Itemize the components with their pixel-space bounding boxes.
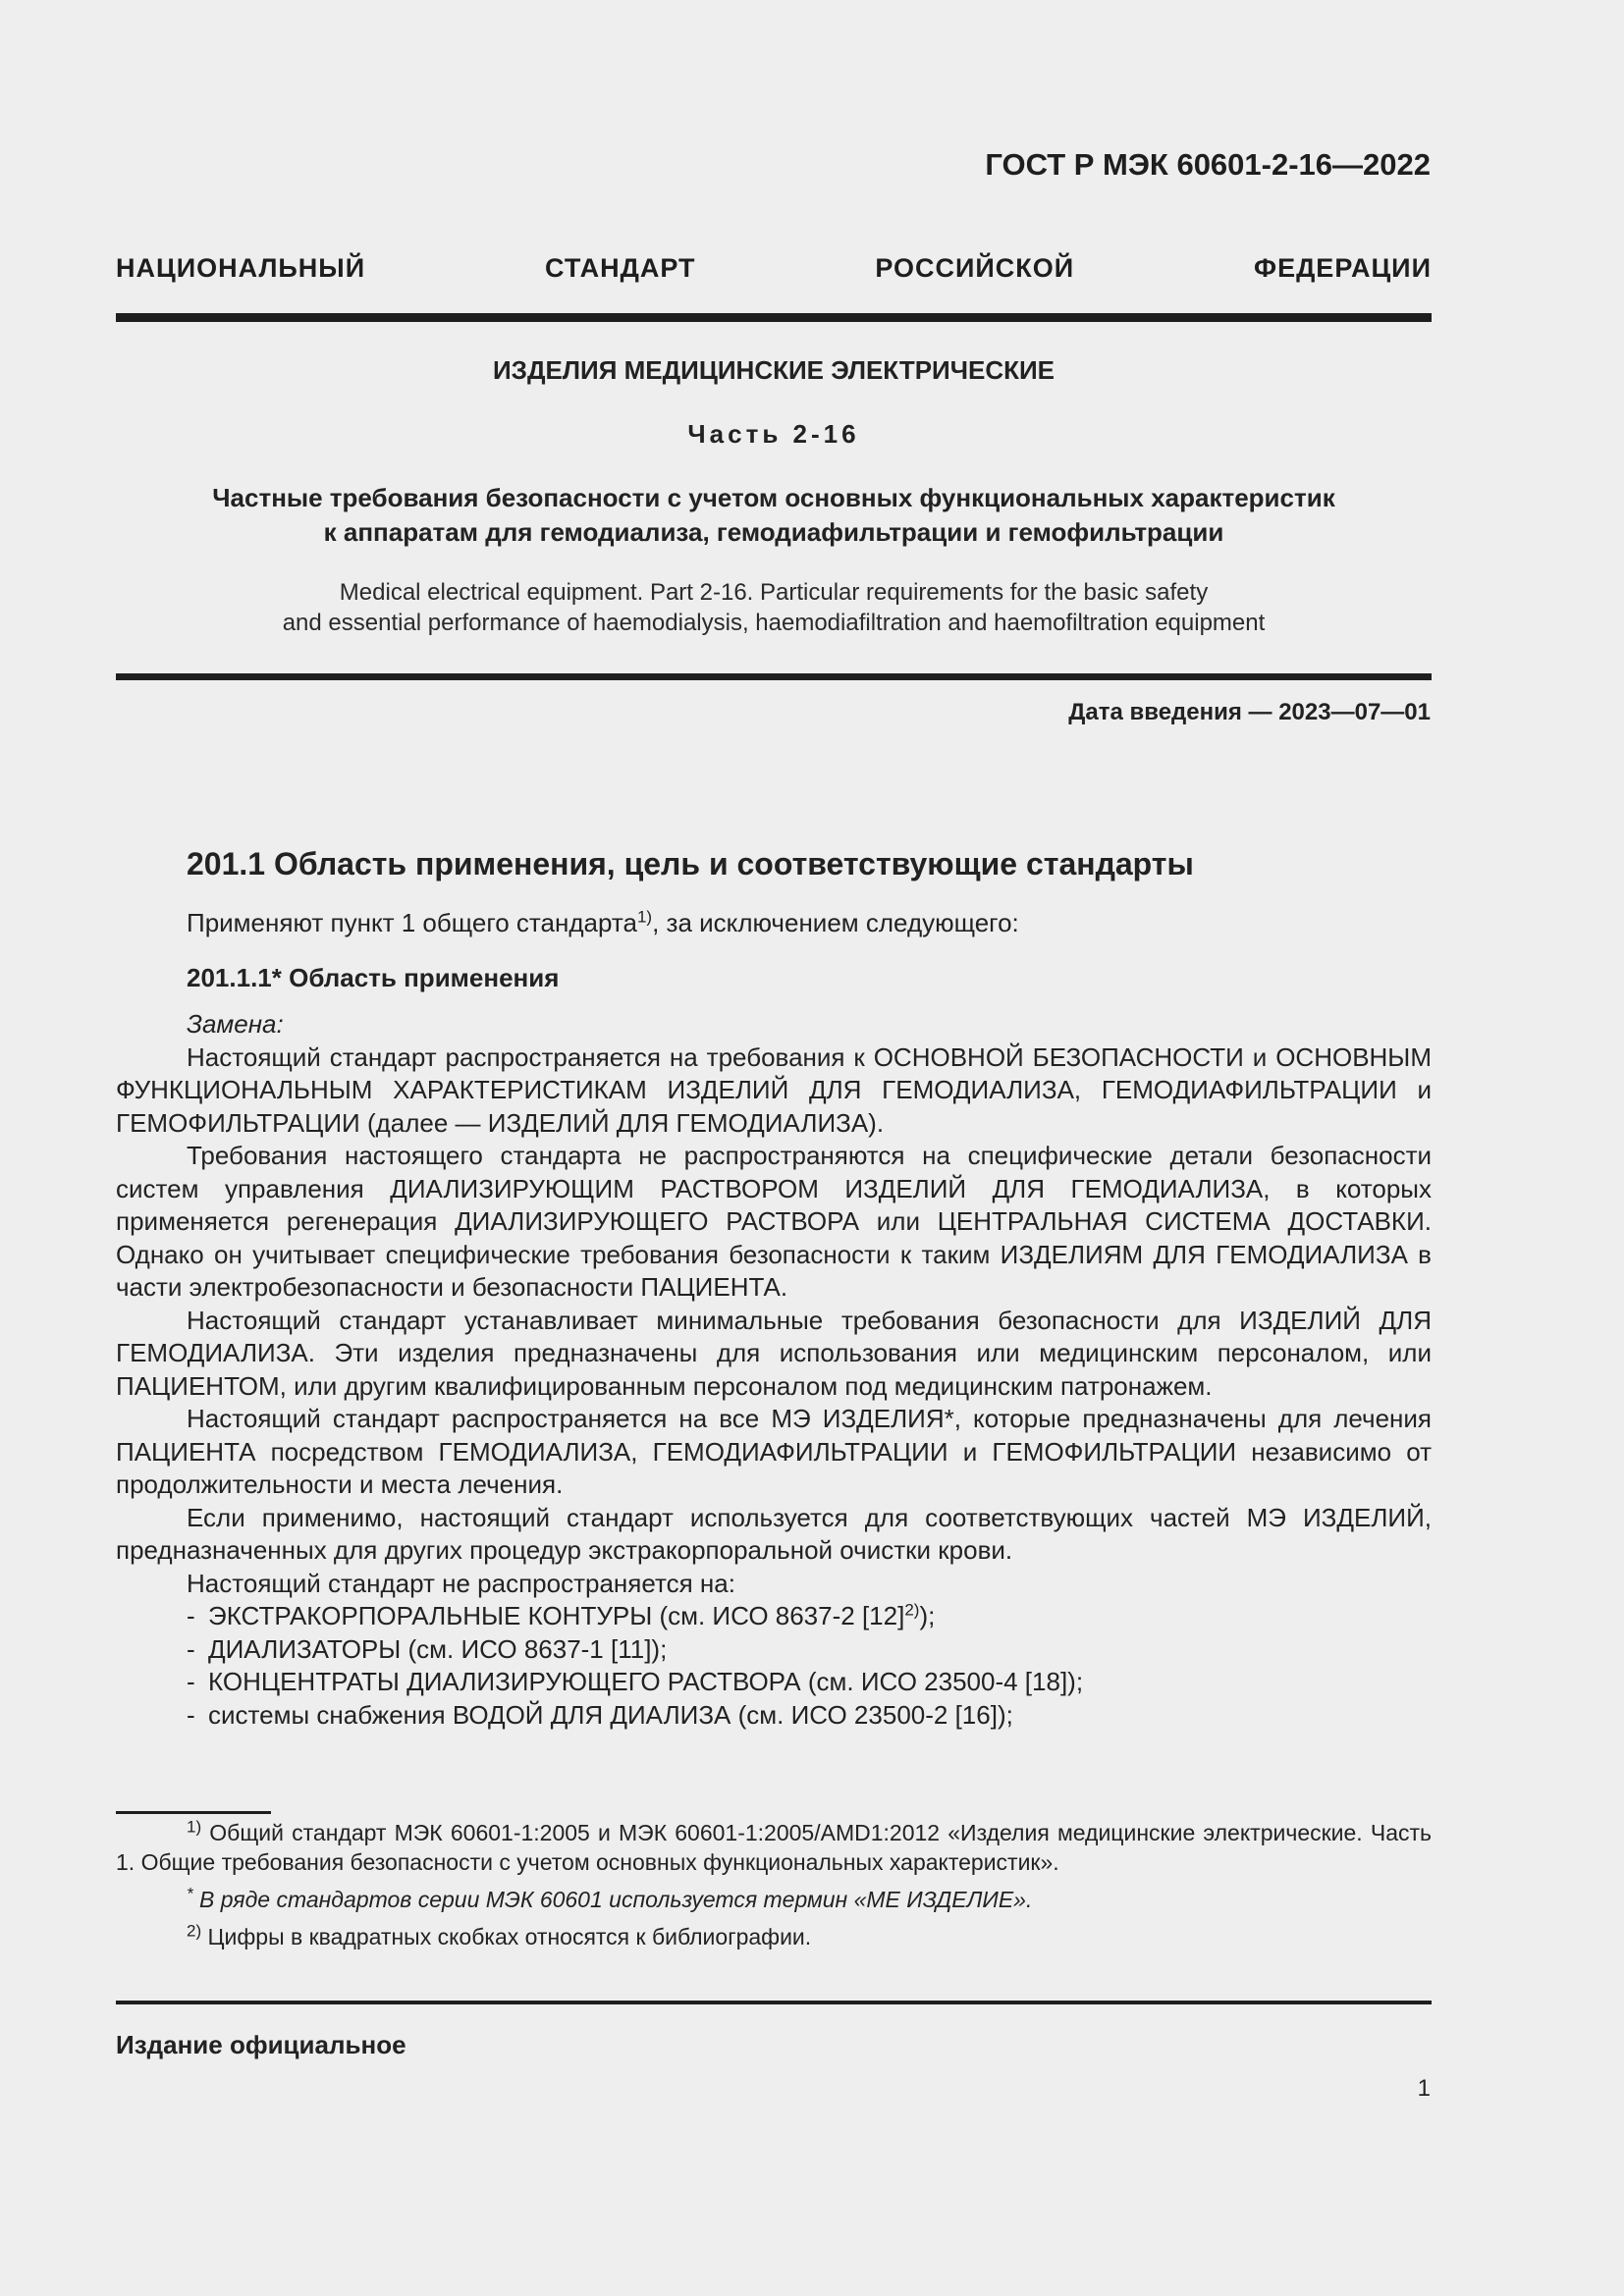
list-item [116,1633,1432,1667]
top-rule [116,313,1432,322]
middle-rule [116,673,1432,680]
footnote-ref-1: 1) [636,907,653,927]
footnote-mark: 1) [187,1817,202,1837]
document-code: ГОСТ Р МЭК 60601-2-16—2022 [985,147,1431,182]
title-english [116,577,1432,638]
footnote-ref-2: 2) [904,1600,920,1620]
subtitle-line-1: Частные требования безопасности с учетом основных функциональных характеристик [212,483,1335,512]
section-heading: 201.1 Область применения, цель и соответствующие стандарты [187,846,1194,881]
lead-text-after: , за исключением следующего: [652,908,1019,937]
footnote-text: Цифры в квадратных скобках относятся к библиографии. [207,1924,812,1949]
list-item-text: ЭКСТРАКОРПОРАЛЬНЫЕ КОНТУРЫ (см. ИСО 8637-2 [12] [208,1601,905,1630]
bottom-rule [116,2001,1432,2004]
paragraph: Требования настоящего стандарта не распространяются на специфические детали безопасности систем управления ДИАЛИЗИРУЮЩИМ РАСТВОРОМ ИЗДЕЛИЙ ДЛЯ ГЕМОДИАЛИЗА, в которых применяется регенерация ДИАЛИЗИРУЮЩЕГО РАСТВОРА или ЦЕНТРАЛЬНАЯ СИСТЕМА ДОСТАВКИ. Однако он учитывает специфические требования безопасности к таким ИЗДЕЛИЯМ ДЛЯ ГЕМОДИАЛИЗА в части электробезопасности и безопасности ПАЦИЕНТА. [116,1141,1432,1302]
section-lead [187,907,1432,940]
list-item-text: системы снабжения ВОДОЙ ДЛЯ ДИАЛИЗА (см. ИСО 23500-2 [16]); [208,1699,1013,1730]
page-number: 1 [1417,2075,1431,2102]
list-dash: - [187,1699,195,1730]
list-dash: - [187,1667,195,1696]
footnotes [116,1818,1432,1959]
paragraph: Настоящий стандарт устанавливает минимальные требования безопасности для ИЗДЕЛИЙ ДЛЯ ГЕМОДИАЛИЗА. Эти изделия предназначены для использования или медицинским персоналом, или ПАЦИЕНТОМ, или другим квалифицированным персоналом под медицинским патронажем. [116,1305,1432,1401]
title-subtitle [116,481,1432,550]
footnote-text: Общий стандарт МЭК 60601-1:2005 и МЭК 60601-1:2005/AMD1:2012 «Изделия медицинские электрические. Часть 1. Общие требования безопасности с учетом основных функциональных характеристик». [116,1820,1433,1875]
paragraph: Настоящий стандарт распространяется на все МЭ ИЗДЕЛИЯ*, которые предназначены для лечения ПАЦИЕНТА посредством ГЕМОДИАЛИЗА, ГЕМОДИАФИЛЬТРАЦИИ и ГЕМОФИЛЬТРАЦИИ независимо от продолжительности и места лечения. [116,1404,1432,1499]
title-main: ИЗДЕЛИЯ МЕДИЦИНСКИЕ ЭЛЕКТРИЧЕСКИЕ [492,355,1056,385]
paragraph: Настоящий стандарт не распространяется на: [187,1568,735,1598]
english-title-line-1: Medical electrical equipment. Part 2-16. Particular requirements for the basic safety [339,579,1209,606]
replacement-label: Замена: [187,1009,284,1039]
footnote-mark: 2) [187,1921,202,1941]
lead-text: Применяют пункт 1 общего стандарта [187,908,637,937]
introduction-date: Дата введения — 2023—07—01 [1068,699,1431,725]
footnote-mark: * [187,1884,193,1903]
footnote-separator [116,1811,271,1814]
list-dash: - [187,1601,195,1630]
paragraph: Настоящий стандарт распространяется на требования к ОСНОВНОЙ БЕЗОПАСНОСТИ и ОСНОВНЫМ ФУНКЦИОНАЛЬНЫМ ХАРАКТЕРИСТИКАМ ИЗДЕЛИЙ ДЛЯ ГЕМОДИАЛИЗА, ГЕМОДИАФИЛЬТРАЦИИ и ГЕМОФИЛЬТРАЦИИ (далее — ИЗДЕЛИЙ ДЛЯ ГЕМОДИАЛИЗА). [116,1041,1432,1138]
edition-label: Издание официальное [116,2030,406,2059]
list-item [116,1600,1432,1633]
paragraph: Если применимо, настоящий стандарт используется для соответствующих частей МЭ ИЗДЕЛИЙ, предназначенных для других процедур экстракорпоральной очистки крови. [116,1502,1432,1565]
main-content [116,844,1432,1732]
exclusions-list [116,1600,1432,1732]
footnote-text: В ряде стандартов серии МЭК 60601 используется термин «ME ИЗДЕЛИЕ». [199,1887,1033,1912]
list-item-text-after: ); [919,1601,936,1630]
national-standard-banner: НАЦИОНАЛЬНЫЙ СТАНДАРТ РОССИЙСКОЙ ФЕДЕРАЦИИ [116,253,1432,283]
list-item [116,1699,1432,1733]
list-item [116,1666,1432,1699]
footnote [116,1818,1432,1877]
list-dash: - [187,1633,195,1664]
subtitle-line-2: к аппаратам для гемодиализа, гемодиафильтрации и гемофильтрации [323,517,1224,547]
footnote [116,1922,1432,1951]
list-item-text: ДИАЛИЗАТОРЫ (см. ИСО 8637-1 [11]); [208,1633,668,1664]
footnote [116,1885,1432,1914]
english-title-line-2: and essential performance of haemodialysis, haemodiafiltration and haemofiltration equipment [282,610,1266,636]
title-part: Часть 2-16 [687,419,860,449]
subsection-heading: 201.1.1* Область применения [187,962,560,992]
list-item-text: КОНЦЕНТРАТЫ ДИАЛИЗИРУЮЩЕГО РАСТВОРА (см. ИСО 23500-4 [18]); [208,1667,1084,1696]
